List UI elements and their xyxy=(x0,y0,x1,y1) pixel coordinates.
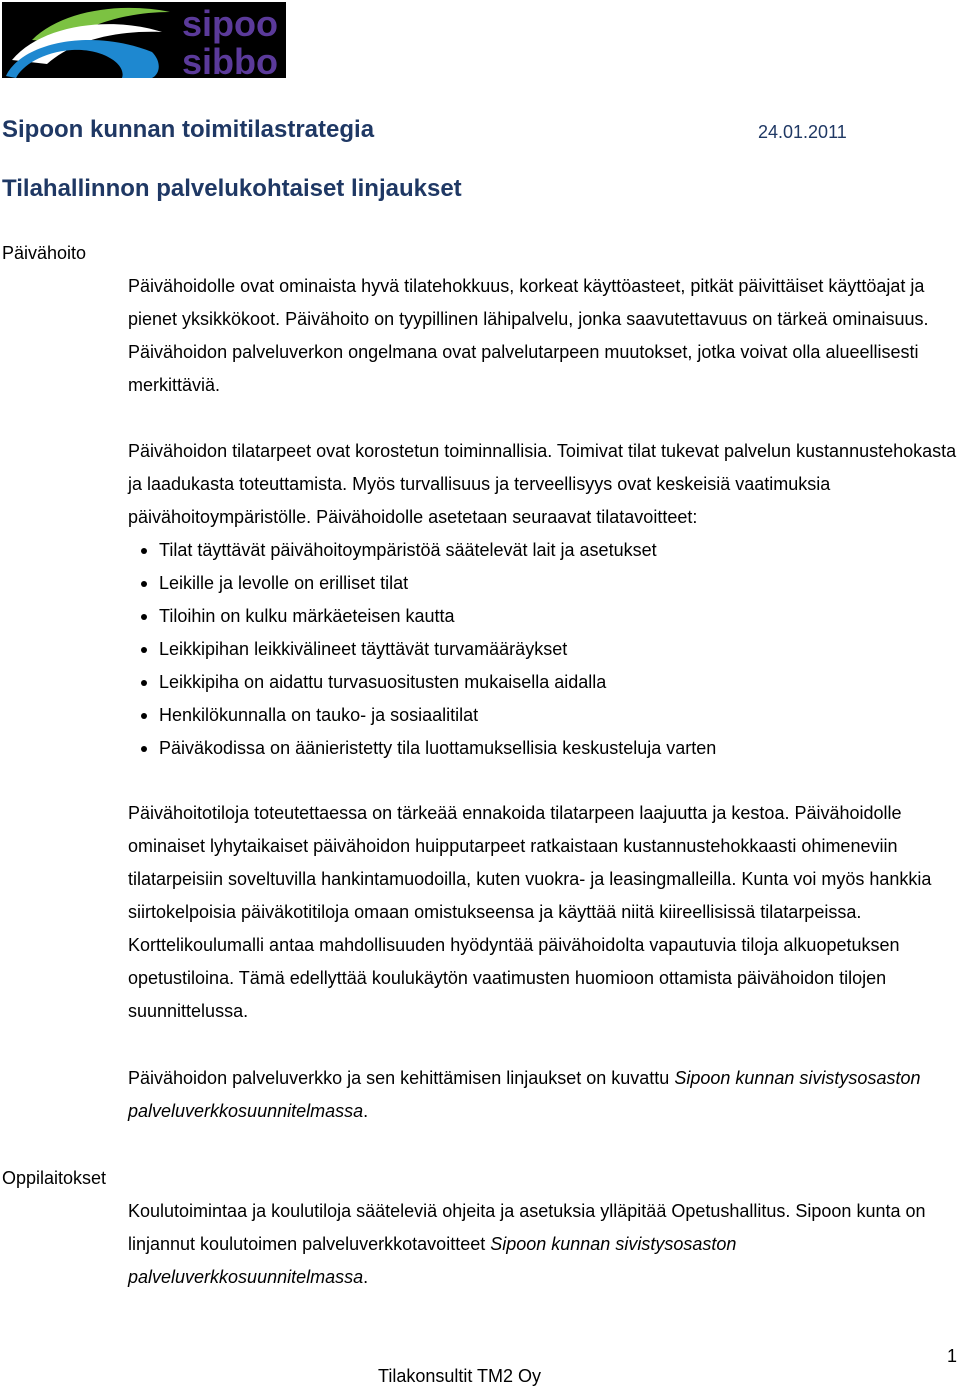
paivahoito-paragraph-2: Päivähoidon tilatarpeet ovat korostetun toiminnallisia. Toimivat tilat tukevat palvelun kustannustehokasta ja laadukasta toteuttamista. Myös turvallisuus ja terveellisyys ovat keskeisiä vaatimuksia päivähoitoympäristölle. Päivähoidolle asetetaan seuraavat tilatavoitteet: xyxy=(128,441,957,527)
list-item: Tiloihin on kulku märkäeteisen kautta xyxy=(128,600,958,633)
oppilaitokset-paragraph-1 xyxy=(128,1195,958,1294)
page-number: 1 xyxy=(946,1346,957,1366)
document-date: 24.01.2011 xyxy=(758,122,847,142)
paivahoito-paragraph-4 xyxy=(128,1062,958,1128)
list-item: Tilat täyttävät päivähoitoympäristöä säätelevät lait ja asetukset xyxy=(128,534,958,567)
logo-text-sipoo: sipoo xyxy=(182,3,278,44)
paragraph-end: . xyxy=(363,1267,369,1287)
logo-text-sibbo: sibbo xyxy=(182,41,278,78)
list-item: Leikille ja levolle on erilliset tilat xyxy=(128,567,958,600)
paivahoito-paragraph-3: Päivähoitotiloja toteutettaessa on tärkeää ennakoida tilatarpeen laajuutta ja kestoa. Päivähoidolle ominaiset lyhytaikaiset päivähoidon huipputarpeet ratkaistaan kustannustehokkaasti ohimeneviin tilatarpeisiin soveltuvilla hankintamuodoilla, kuten vuokra- ja leasingmalleilla. Kunta voi myös hankkia siirtokelpoisia päiväkotitiloja omaan omistukseensa ja käyttää niitä kiireellisissä tilatarpeissa. Korttelikoulumalli antaa mahdollisuuden hyödyntää päivähoidolta vapautuvia tiloja alkuopetuksen opetustiloina. Tämä edellyttää koulukäytön vaatimusten huomioon ottamista päivähoidon tilojen suunnittelussa. xyxy=(128,803,932,1021)
footer-company: Tilakonsultit TM2 Oy xyxy=(378,1366,542,1386)
paivahoito-goal-list xyxy=(128,534,958,765)
list-item: Henkilökunnalla on tauko- ja sosiaalitilat xyxy=(128,699,958,732)
document-reference: Sipoon kunnan sivistysosaston palveluverkkosuunnitelmassa xyxy=(128,1234,737,1287)
paragraph-end: . xyxy=(363,1101,369,1121)
document-title: Sipoon kunnan toimitilastrategia xyxy=(2,116,375,143)
list-item: Päiväkodissa on äänieristetty tila luottamuksellisia keskusteluja varten xyxy=(128,732,958,765)
section-heading-oppilaitokset: Oppilaitokset xyxy=(2,1168,107,1188)
paragraph-text: Päivähoidon palveluverkko ja sen kehittämisen linjaukset on kuvattu xyxy=(128,1068,675,1088)
list-item: Leikkipihan leikkivälineet täyttävät turvamääräykset xyxy=(128,633,958,666)
document-subtitle: Tilahallinnon palvelukohtaiset linjaukset xyxy=(2,175,462,202)
paivahoito-paragraph-1: Päivähoidolle ovat ominaista hyvä tilatehokkuus, korkeat käyttöasteet, pitkät päivittäiset käyttöajat ja pienet yksikkökoot. Päivähoito on tyypillinen lähipalvelu, jonka saavutettavuus on tärkeä ominaisuus. Päivähoidon palveluverkon ongelmana ovat palvelutarpeen muutokset, jotka voivat olla alueellisesti merkittäviä. xyxy=(128,276,929,395)
paragraph-text: Koulutoimintaa ja koulutiloja sääteleviä ohjeita ja asetuksia ylläpitää Opetushallitus. Sipoon kunta on linjannut koulutoimen palveluverkkotavoitteet xyxy=(128,1201,926,1254)
document-reference: Sipoon kunnan sivistysosaston palveluverkkosuunnitelmassa xyxy=(128,1068,921,1121)
section-heading-paivahoito: Päivähoito xyxy=(2,243,87,263)
list-item: Leikkipiha on aidattu turvasuositusten mukaisella aidalla xyxy=(128,666,958,699)
sipoo-sibbo-logo xyxy=(2,2,286,78)
